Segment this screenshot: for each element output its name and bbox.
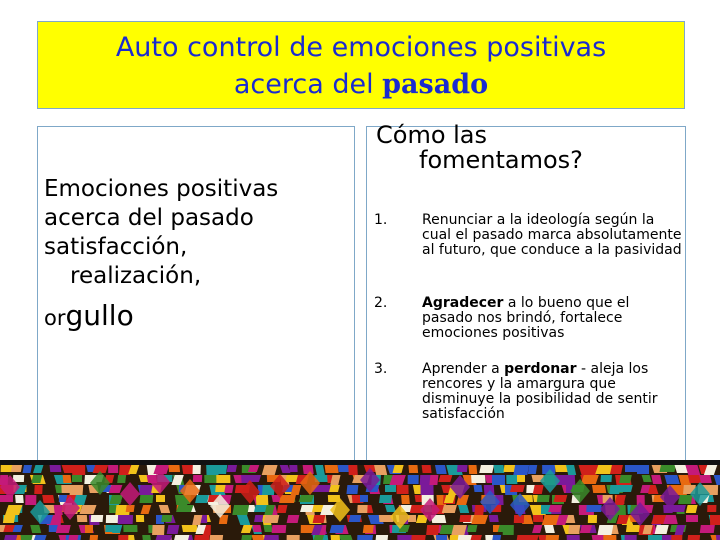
- left-line-3: satisfacción,: [44, 234, 188, 260]
- list-item-text-1: Renunciar a la ideología según la cual el pasado marca absolutamente al futuro, que conduce a la pasividad: [422, 212, 682, 258]
- list-item-number-1: 1.: [374, 212, 388, 228]
- right-heading: [376, 123, 676, 173]
- list-item-bold-3: perdonar: [504, 361, 577, 377]
- list-item-number-3: 3.: [374, 361, 388, 377]
- left-line-2: acerca del pasado: [44, 205, 254, 231]
- decorative-pattern-band: [0, 460, 720, 540]
- right-heading-line-2: fomentamos?: [419, 146, 583, 174]
- left-line-5-small: or: [44, 306, 66, 330]
- list-item-prefix-3: Aprender a: [422, 361, 505, 377]
- title-line-2-regular: acerca del: [233, 69, 383, 100]
- title-line-2-bold: pasado: [382, 69, 489, 100]
- left-line-5: [44, 301, 344, 333]
- decorative-pattern-image: [0, 460, 720, 540]
- list-item-rest-3: - aleja los rencores y la amargura que disminuye la posibilidad de sentir satisfacción: [422, 361, 658, 422]
- left-line-4: realización,: [70, 263, 202, 289]
- left-line-5-big: gullo: [65, 299, 134, 332]
- list-item-text-3: [422, 362, 684, 422]
- list-item-text-2: [422, 296, 684, 341]
- list-item-bold-2: Agradecer: [422, 295, 504, 311]
- list-item-number-2: 2.: [374, 295, 388, 311]
- right-heading-line-1: Cómo las: [376, 121, 488, 149]
- slide-title: [37, 21, 685, 109]
- left-text-block: [44, 175, 344, 333]
- list-item-rest-2: a lo bueno que el pasado nos brindó, fortalece emociones positivas: [422, 295, 630, 341]
- title-line-1: Auto control de emociones positivas: [115, 32, 607, 63]
- left-line-1: Emociones positivas: [44, 176, 279, 202]
- title-line-2: [38, 66, 684, 103]
